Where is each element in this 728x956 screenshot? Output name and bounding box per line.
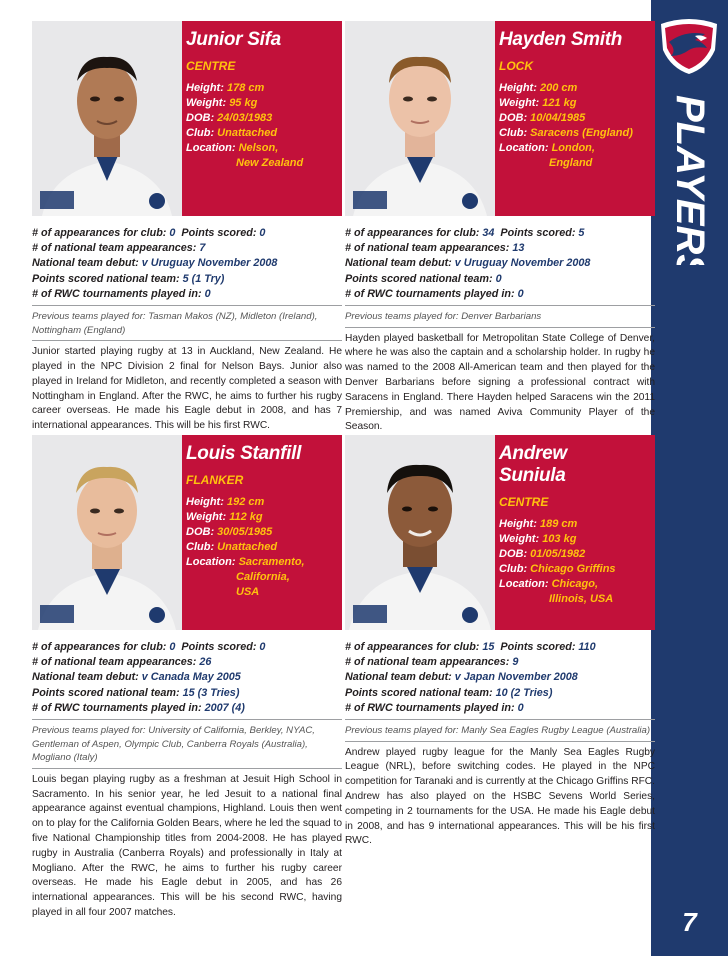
national-points <box>32 272 342 287</box>
dob-label: DOB: <box>186 112 215 124</box>
club-apps-label: # of appearances for club: <box>32 641 167 653</box>
divider <box>345 741 655 742</box>
player-info-panel <box>495 21 655 216</box>
debut-label: National team debut: <box>345 671 452 684</box>
usa-rugby-eagle-logo <box>655 16 723 76</box>
debut-value: v Japan November 2008 <box>454 671 578 684</box>
national-debut <box>32 256 342 271</box>
dob-value: 01/05/1982 <box>530 548 586 560</box>
divider <box>345 327 655 328</box>
player-dob <box>186 111 338 126</box>
player-info-panel <box>182 21 342 216</box>
debut-label: National team debut: <box>32 257 139 270</box>
player-name: Hayden Smith <box>499 29 623 50</box>
player-weight <box>186 96 338 111</box>
weight-value: 112 kg <box>229 511 263 523</box>
rwc-label: # of RWC tournaments played in: <box>345 701 515 714</box>
player-position: CENTRE <box>499 495 549 509</box>
nat-points-value: 10 (2 Tries) <box>495 686 553 699</box>
player-club <box>186 126 338 141</box>
player-summary <box>32 640 342 921</box>
rwc-label: # of RWC tournaments played in: <box>345 287 515 300</box>
player-info-panel <box>495 435 655 630</box>
weight-value: 121 kg <box>542 97 577 109</box>
height-label: Height: <box>499 518 537 530</box>
location-label: Location: <box>499 142 549 154</box>
player-photo <box>32 21 182 216</box>
club-apps-label: # of appearances for club: <box>345 227 480 239</box>
national-appearances <box>32 655 342 670</box>
weight-label: Weight: <box>499 97 540 109</box>
player-location <box>186 141 338 171</box>
player-photo <box>32 435 182 630</box>
rwc-tournaments <box>345 287 655 302</box>
club-value: Unattached <box>217 127 278 139</box>
player-weight <box>499 532 651 547</box>
location-value: Chicago, <box>551 578 599 590</box>
divider <box>32 719 342 720</box>
weight-value: 95 kg <box>229 97 258 109</box>
height-label: Height: <box>499 82 537 94</box>
club-appearances <box>345 640 655 655</box>
dob-label: DOB: <box>186 526 215 538</box>
nat-points-value: 5 (1 Try) <box>182 272 225 285</box>
debut-value: v Canada May 2005 <box>141 671 241 684</box>
nat-apps-label: # of national team appearances: <box>32 242 197 255</box>
debut-label: National team debut: <box>32 671 139 684</box>
player-name <box>499 443 651 487</box>
weight-value: 103 kg <box>542 533 577 545</box>
location-value-3: USA <box>236 586 260 598</box>
points-label: Points scored: <box>181 641 257 653</box>
height-value: 178 cm <box>226 82 265 94</box>
weight-label: Weight: <box>499 533 540 545</box>
debut-value: v Uruguay November 2008 <box>454 257 591 270</box>
dob-label: DOB: <box>499 112 528 124</box>
page-number: 7 <box>682 907 697 937</box>
nat-points-label: Points scored national team: <box>345 272 493 285</box>
player-bio: Junior started playing rugby at 13 in Auckland, New Zealand. He played in the NPC Division 2 final for Nelson Bays. Junior also played in Ireland for Midleton, and recently completed a season with Nottingham in England. After the RWC, he aims to further his rugby career overseas. He made his Eagle debut in 2008, and has 7 international appearances. This will be his first RWC. <box>32 346 342 432</box>
player-club <box>499 126 651 141</box>
player-height <box>186 81 338 96</box>
previous-teams: Previous teams played for: Manly Sea Eagles Rugby League (Australia) <box>345 725 651 737</box>
height-label: Height: <box>186 82 224 94</box>
club-apps-value: 34 <box>482 227 495 239</box>
player-height <box>186 495 338 510</box>
rwc-label: # of RWC tournaments played in: <box>32 701 202 714</box>
player-dob <box>499 547 651 562</box>
weight-label: Weight: <box>186 511 227 523</box>
player-weight <box>499 96 651 111</box>
club-value: Chicago Griffins <box>530 563 616 575</box>
height-label: Height: <box>186 496 224 508</box>
player-bio: Andrew played rugby league for the Manly Sea Eagles Rugby League (NRL), before switching codes. He played in the NPC competition for Taranaki and is currently at the Chicago Griffins RFC. Andrew has also played on the HSBC Sevens World Series, competing in 2 tournaments for the USA. He made his Eagle debut in 2008, and has 9 international appearances. This will be his first RWC. <box>345 746 655 847</box>
previous-teams: Previous teams played for: Tasman Makos (NZ), Midleton (Ireland), Nottingham (England) <box>32 311 318 336</box>
sidebar <box>651 0 728 956</box>
player-info-panel <box>182 435 342 630</box>
location-label: Location: <box>186 556 236 568</box>
nat-points-label: Points scored national team: <box>32 686 180 699</box>
nat-apps-label: # of national team appearances: <box>345 242 510 255</box>
points-value: 0 <box>259 227 266 239</box>
weight-label: Weight: <box>186 97 227 109</box>
previous-teams: Previous teams played for: University of California, Berkley, NYAC, Gentleman of Aspen, Olympic Club, Canberra Royals (Australia), Mogliano (Italy) <box>32 725 315 764</box>
club-apps-value: 0 <box>169 227 176 239</box>
nat-apps-label: # of national team appearances: <box>32 656 197 669</box>
national-points <box>345 272 655 287</box>
points-label: Points scored: <box>500 641 576 653</box>
nat-apps-value: 13 <box>512 242 525 255</box>
club-apps-label: # of appearances for club: <box>345 641 480 653</box>
nat-points-label: Points scored national team: <box>32 272 180 285</box>
rwc-value: 2007 (4) <box>204 701 245 714</box>
nat-points-label: Points scored national team: <box>345 686 493 699</box>
player-position: LOCK <box>499 59 533 73</box>
rwc-value: 0 <box>517 287 524 300</box>
player-name-line-1: Andrew <box>499 443 567 464</box>
player-position: CENTRE <box>186 59 236 73</box>
club-label: Club: <box>186 541 215 553</box>
rwc-value: 0 <box>204 287 211 300</box>
dob-value: 24/03/1983 <box>217 112 273 124</box>
player-photo <box>345 435 495 630</box>
national-points <box>345 686 655 701</box>
location-value: London, <box>551 142 595 154</box>
divider <box>32 340 342 341</box>
nat-apps-value: 9 <box>512 656 519 669</box>
player-card <box>345 21 655 435</box>
nat-apps-value: 26 <box>199 656 212 669</box>
location-value-2: New Zealand <box>236 157 304 169</box>
location-label: Location: <box>186 142 236 154</box>
player-position: FLANKER <box>186 473 244 487</box>
player-card <box>32 435 342 921</box>
player-name: Louis Stanfill <box>186 443 302 464</box>
location-value-2: England <box>549 157 593 169</box>
player-bio: Hayden played basketball for Metropolitan State College of Denver, where he was also the captain and a scholarship holder. In rugby he was named to the 2008 All-American team and then played for the Denver Barbarians before signing a professional contract with Saracens in England. There Hayden helped Saracens win the 2011 Premiership, and was named Aviva Community Player of the Season. <box>345 332 655 433</box>
national-appearances <box>32 241 342 256</box>
dob-value: 30/05/1985 <box>217 526 273 538</box>
height-value: 189 cm <box>539 518 578 530</box>
rwc-tournaments <box>345 701 655 716</box>
height-value: 192 cm <box>226 496 265 508</box>
nat-points-value: 15 (3 Tries) <box>182 686 240 699</box>
club-label: Club: <box>499 127 528 139</box>
height-value: 200 cm <box>539 82 578 94</box>
nat-apps-label: # of national team appearances: <box>345 656 510 669</box>
divider <box>345 719 655 720</box>
player-height <box>499 517 651 532</box>
national-points <box>32 686 342 701</box>
dob-label: DOB: <box>499 548 528 560</box>
points-value: 5 <box>578 227 585 239</box>
points-label: Points scored: <box>500 227 576 239</box>
player-name: Junior Sifa <box>186 29 281 50</box>
section-title-text: PLAYERS <box>668 95 712 265</box>
divider <box>32 305 342 306</box>
club-apps-value: 0 <box>169 641 176 653</box>
player-photo <box>345 21 495 216</box>
player-name-line-2: Suniula <box>499 465 566 486</box>
national-appearances <box>345 655 655 670</box>
player-weight <box>186 510 338 525</box>
location-value: Nelson, <box>238 142 279 154</box>
player-dob <box>186 525 338 540</box>
player-location <box>499 577 651 607</box>
debut-value: v Uruguay November 2008 <box>141 257 278 270</box>
player-location <box>499 141 651 171</box>
club-value: Unattached <box>217 541 278 553</box>
player-height <box>499 81 651 96</box>
section-title <box>663 95 723 265</box>
rwc-tournaments <box>32 287 342 302</box>
divider <box>345 305 655 306</box>
nat-points-value: 0 <box>495 272 502 285</box>
player-summary <box>345 226 655 435</box>
national-debut <box>32 670 342 685</box>
points-label: Points scored: <box>181 227 257 239</box>
player-dob <box>499 111 651 126</box>
debut-label: National team debut: <box>345 257 452 270</box>
dob-value: 10/04/1985 <box>530 112 586 124</box>
player-bio: Louis began playing rugby as a freshman at Jesuit High School in Sacramento. In his senior year, he led Jesuit to a national final appearance against eventual champions, Highland. Louis then went on to play for the California Golden Bears, where he led the squad to five National Championship titles from 2004-2008. He has played rugby in Australia (Canberra Royals) and professionally in Italy at Mogliano. After the RWC, he aims to further his rugby career overseas. He made his Eagle debut in 2005, and has 26 international appearances. This will be his second RWC, having played in all four 2007 matches. <box>32 773 342 918</box>
club-label: Club: <box>499 563 528 575</box>
points-value: 110 <box>578 641 596 653</box>
national-debut <box>345 670 655 685</box>
national-appearances <box>345 241 655 256</box>
location-label: Location: <box>499 578 549 590</box>
player-summary <box>345 640 655 849</box>
location-value: Sacramento, <box>238 556 305 568</box>
national-debut <box>345 256 655 271</box>
club-appearances <box>32 640 342 655</box>
club-label: Club: <box>186 127 215 139</box>
player-card <box>345 435 655 849</box>
player-club <box>499 562 651 577</box>
player-location <box>186 555 338 600</box>
previous-teams: Previous teams played for: Denver Barbarians <box>345 311 542 323</box>
rwc-value: 0 <box>517 701 524 714</box>
points-value: 0 <box>259 641 266 653</box>
player-card <box>32 21 342 434</box>
player-summary <box>32 226 342 434</box>
nat-apps-value: 7 <box>199 242 206 255</box>
club-apps-label: # of appearances for club: <box>32 227 167 239</box>
player-club <box>186 540 338 555</box>
club-appearances <box>345 226 655 241</box>
club-value: Saracens (England) <box>530 127 633 139</box>
rwc-label: # of RWC tournaments played in: <box>32 287 202 300</box>
location-value-2: Illinois, USA <box>549 593 614 605</box>
club-appearances <box>32 226 342 241</box>
divider <box>32 768 342 769</box>
rwc-tournaments <box>32 701 342 716</box>
club-apps-value: 15 <box>482 641 495 653</box>
location-value-2: California, <box>236 571 290 583</box>
